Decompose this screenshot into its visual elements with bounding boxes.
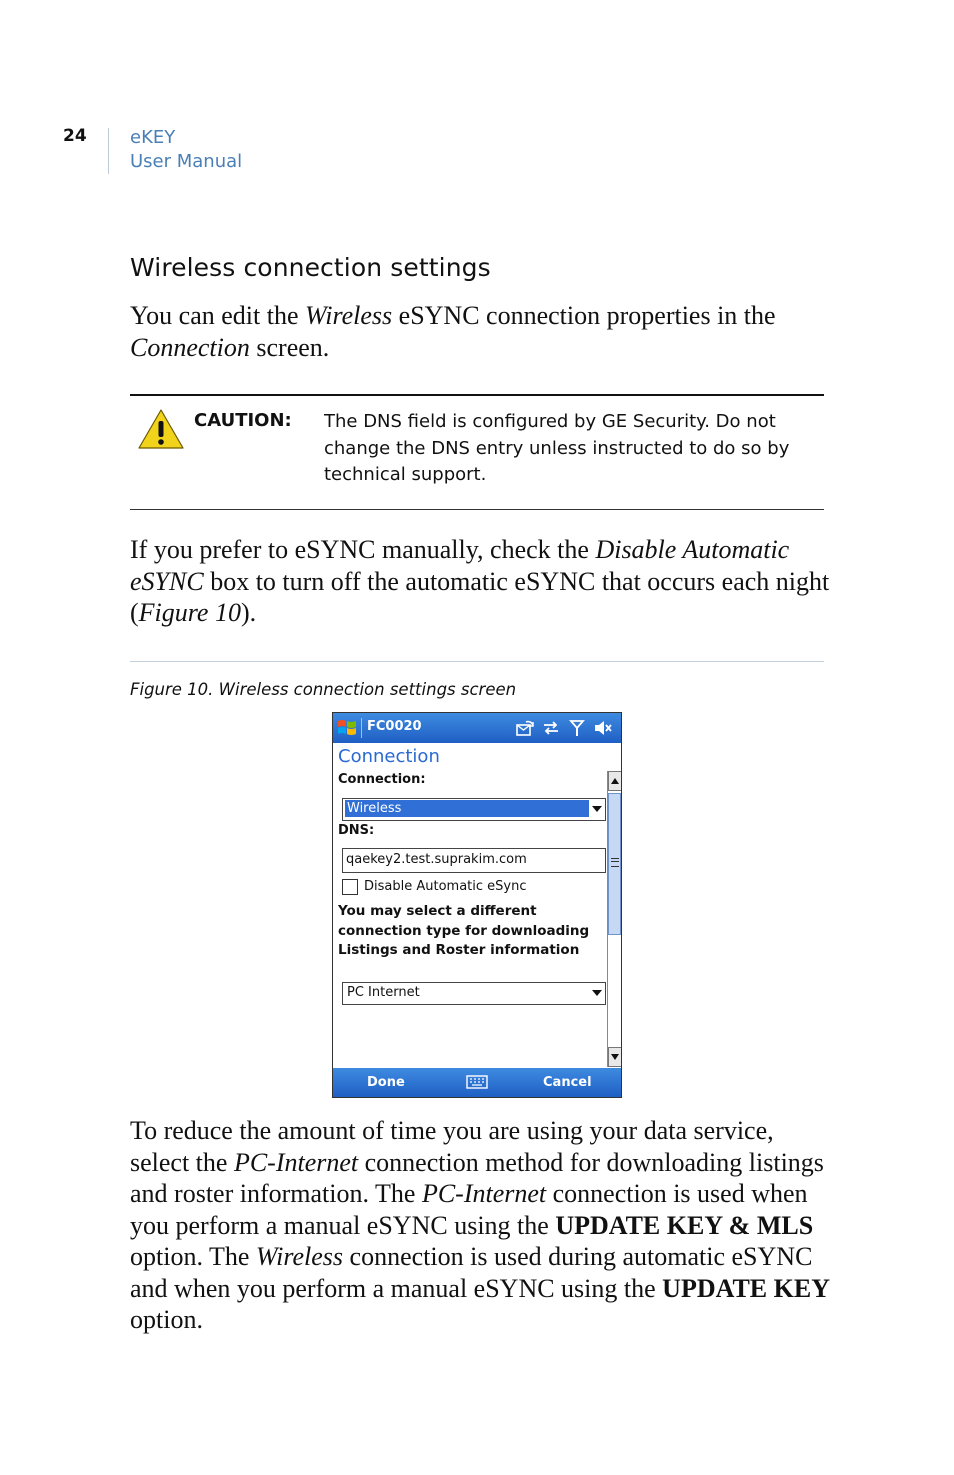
- section-heading: Wireless connection settings: [130, 253, 491, 282]
- manual-esync-paragraph: If you prefer to eSYNC manually, check the Disable Automatic eSYNC box to turn off the automatic eSYNC that occurs each night (Figure 10).: [130, 535, 830, 627]
- soft-key-bar: [333, 1068, 621, 1097]
- device-title-bar: [333, 713, 621, 743]
- connection-label: Connection:: [338, 772, 426, 787]
- dns-label: DNS:: [338, 823, 375, 838]
- windows-start-icon[interactable]: [337, 718, 357, 738]
- status-icons: [515, 718, 613, 738]
- info-text: You may select a different connection type for downloading Listings and Roster information: [338, 903, 590, 958]
- vertical-scrollbar[interactable]: [607, 771, 622, 1067]
- title-separator: [361, 718, 362, 738]
- page-number: 24: [63, 126, 87, 146]
- dropdown-arrow-icon[interactable]: [592, 990, 602, 996]
- dns-input[interactable]: [342, 848, 606, 873]
- header-subtitle: User Manual: [130, 151, 243, 172]
- connectivity-icon[interactable]: [541, 718, 561, 738]
- caution-box: [130, 394, 824, 510]
- signal-antenna-icon[interactable]: [567, 718, 587, 738]
- warning-triangle-icon: [137, 408, 185, 450]
- done-button[interactable]: Done: [367, 1075, 405, 1090]
- figure-divider: [130, 661, 824, 662]
- scroll-up-arrow-icon[interactable]: [608, 771, 622, 791]
- running-header: [130, 126, 242, 174]
- dns-value: qaekey2.test.suprakim.com: [346, 852, 527, 867]
- intro-paragraph: You can edit the Wireless eSYNC connection properties in the Connection screen.: [130, 301, 776, 362]
- scroll-down-arrow-icon[interactable]: [608, 1047, 622, 1067]
- dropdown-arrow-icon[interactable]: [592, 806, 602, 812]
- connection-dropdown[interactable]: [342, 798, 606, 821]
- figure-caption: Figure 10. Wireless connection settings screen: [130, 680, 517, 699]
- header-divider: [108, 128, 109, 174]
- caution-label: CAUTION:: [194, 410, 292, 431]
- volume-muted-icon[interactable]: [593, 718, 613, 738]
- sync-mail-icon[interactable]: [515, 718, 535, 738]
- header-title: eKEY: [130, 127, 176, 148]
- keyboard-icon[interactable]: [466, 1074, 488, 1090]
- disable-auto-esync-checkbox[interactable]: [342, 879, 358, 895]
- device-screenshot: [332, 712, 622, 1098]
- disable-auto-esync-label: Disable Automatic eSync: [364, 879, 527, 894]
- cancel-button[interactable]: Cancel: [543, 1075, 592, 1090]
- grip-icon: [611, 858, 619, 867]
- final-paragraph: To reduce the amount of time you are using your data service, select the PC-Internet connection method for downloading listings and roster information. The PC-Internet connection is used when you perform a manual eSYNC using the UPDATE KEY & MLS option. The Wireless connection is used during automatic eSYNC and when you perform a manual eSYNC using the UPDATE KEY option.: [130, 1116, 830, 1334]
- download-connection-dropdown[interactable]: [342, 982, 606, 1005]
- caution-text: The DNS field is configured by GE Security. Do not change the DNS entry unless instructed to do so by technical support.: [324, 411, 790, 485]
- connection-selected-value: Wireless: [345, 800, 589, 817]
- scroll-thumb[interactable]: [608, 793, 621, 935]
- device-app-name: FC0020: [367, 719, 422, 734]
- screen-title: Connection: [338, 746, 440, 767]
- download-connection-value: PC Internet: [347, 985, 420, 1000]
